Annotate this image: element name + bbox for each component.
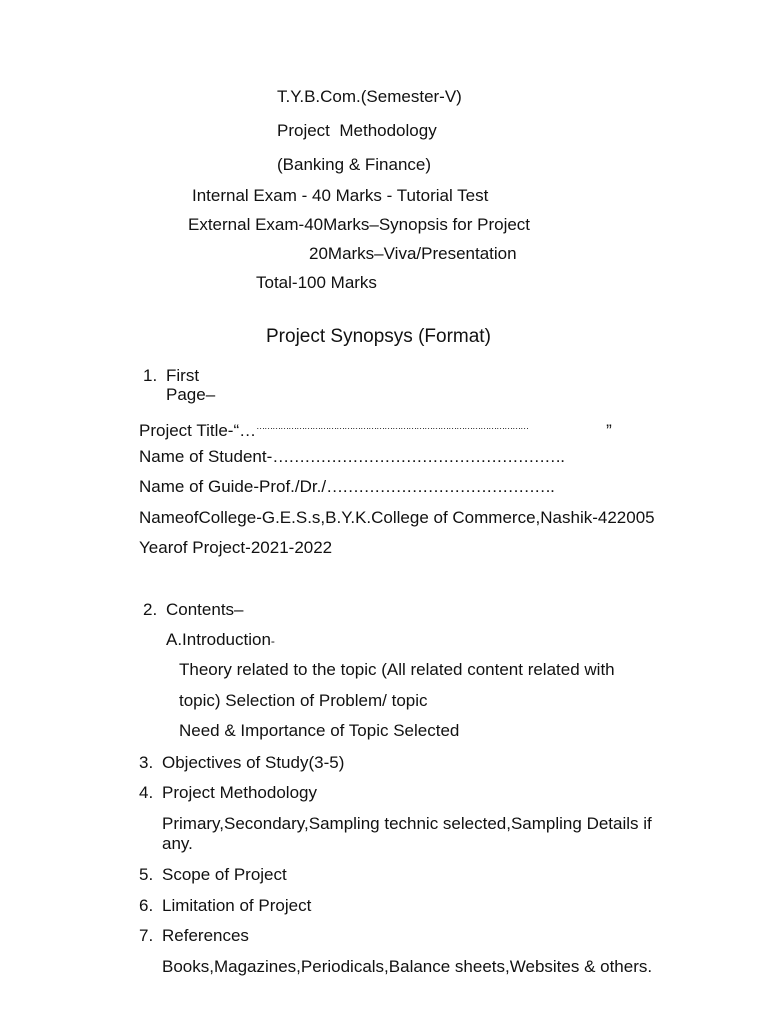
project-title-end: ” <box>606 421 612 440</box>
college-name-value: -G.E.S.s,B.Y.K.College of Commerce,Nashik-422005 <box>256 508 655 527</box>
introduction-dash: - <box>270 634 275 648</box>
references-description: Books,Magazines,Periodicals,Balance sheets,Websites & others. <box>162 957 653 976</box>
specialization: (Banking & Finance) <box>277 155 432 174</box>
project-year-field <box>139 538 332 558</box>
guide-name-dots: ……………………………………. <box>326 477 554 496</box>
synopsis-title: Project Synopsys (Format) <box>266 326 491 347</box>
viva-line: 20Marks–Viva/Presentation <box>309 244 517 263</box>
intro-item: Need & Importance of Topic Selected <box>179 721 460 740</box>
college-name-field <box>139 508 655 528</box>
section-3-number: 3. <box>139 753 154 772</box>
section-4-label: Project Methodology <box>162 783 317 802</box>
subject-title: Project Methodology <box>277 121 437 140</box>
course-title: T.Y.B.Com.(Semester-V) <box>277 87 462 106</box>
internal-exam-line: Internal Exam - 40 Marks - Tutorial Test <box>192 186 489 205</box>
section-7-label: References <box>162 926 249 945</box>
section-2-number: 2. <box>143 600 158 619</box>
student-name-label: Name of Student- <box>139 447 273 466</box>
project-year-value: -2021-2022 <box>245 538 333 557</box>
methodology-description-cont: any. <box>162 834 193 853</box>
project-year-label: Yearof Project <box>139 538 246 557</box>
methodology-description: Primary,Secondary,Sampling technic selected,Sampling Details if <box>162 814 652 833</box>
section-2-label: Contents– <box>166 600 244 619</box>
section-1-label-b: Page– <box>166 385 216 404</box>
guide-name-field <box>139 477 554 497</box>
student-name-field <box>139 447 564 467</box>
project-title-field <box>139 416 612 441</box>
student-name-dots: ………………………………………………. <box>272 447 564 466</box>
section-6-label: Limitation of Project <box>162 896 312 915</box>
section-6-number: 6. <box>139 896 154 915</box>
section-4-number: 4. <box>139 783 154 802</box>
college-name-label: NameofCollege <box>139 508 257 527</box>
total-marks: Total-100 Marks <box>256 273 377 292</box>
section-5-number: 5. <box>139 865 154 884</box>
intro-item: topic) Selection of Problem/ topic <box>179 691 428 710</box>
intro-item: Theory related to the topic (All related content related with <box>179 660 615 679</box>
introduction-heading <box>166 630 275 651</box>
project-title-dots: ………………………………………………………………………………………… <box>256 421 529 431</box>
section-1-number: 1. <box>143 366 158 385</box>
external-exam-line: External Exam-40Marks–Synopsis for Project <box>188 215 531 234</box>
guide-name-label: Name of Guide-Prof./Dr./ <box>139 477 327 496</box>
project-title-label: Project Title-“… <box>139 421 257 440</box>
section-3-label: Objectives of Study(3-5) <box>162 753 345 772</box>
section-7-number: 7. <box>139 926 154 945</box>
introduction-label: A.Introduction <box>166 630 271 649</box>
section-1-label-a: First <box>166 366 200 385</box>
section-5-label: Scope of Project <box>162 865 287 884</box>
